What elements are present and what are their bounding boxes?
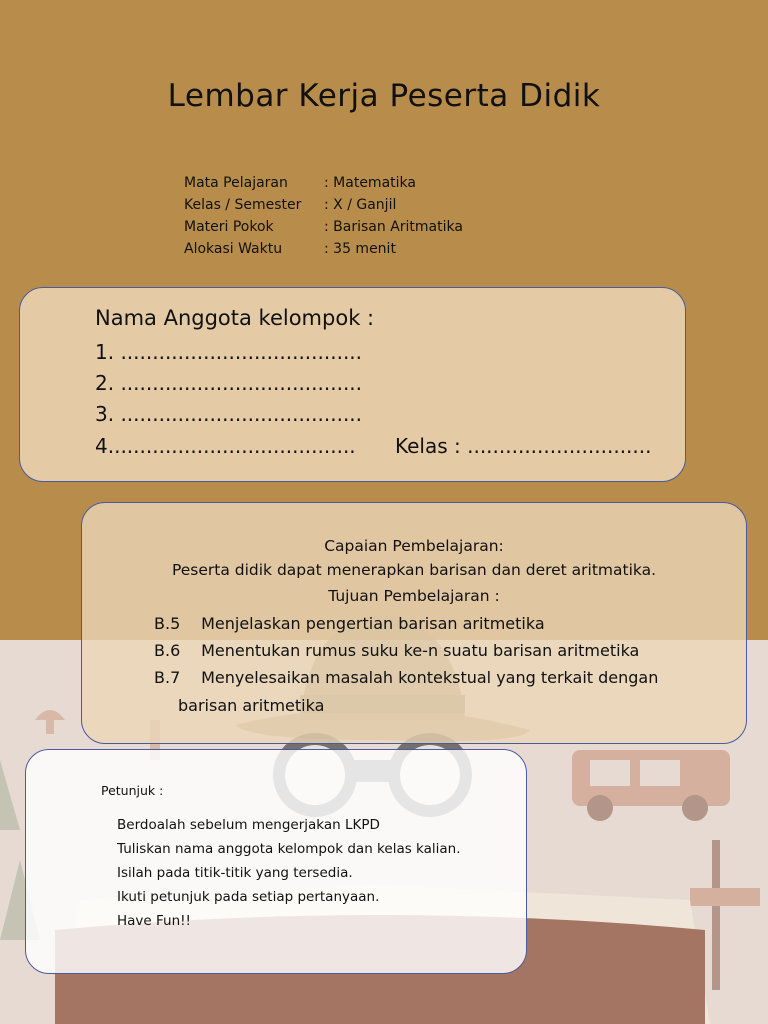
goal-code: B.5 (154, 614, 181, 633)
instruction-item: Have Fun!! (117, 913, 191, 929)
goal-code: B.6 (154, 641, 181, 660)
meta-row-subject (184, 172, 463, 194)
group-heading: Nama Anggota kelompok : (95, 306, 375, 330)
instruction-item: Berdoalah sebelum mengerjakan LKPD (117, 817, 380, 833)
meta-value: : 35 menit (324, 241, 396, 257)
instruction-item: Isilah pada titik-titik yang tersedia. (117, 865, 353, 881)
meta-label: Materi Pokok (184, 219, 274, 235)
goal-text: Menjelaskan pengertian barisan aritmetika (201, 614, 545, 633)
meta-row-class (184, 194, 463, 216)
tp-heading: Tujuan Pembelajaran : (328, 587, 500, 605)
meta-value: : Barisan Aritmatika (324, 219, 463, 235)
meta-value: : Matematika (324, 175, 416, 191)
meta-row-duration (184, 238, 463, 260)
car-illustration (572, 750, 730, 821)
instructions-panel (25, 749, 527, 974)
course-info (184, 172, 463, 260)
instructions-title: Petunjuk : (101, 783, 164, 798)
meta-row-topic (184, 216, 463, 238)
goal-item (154, 668, 658, 687)
group-members-panel (19, 287, 686, 482)
goal-text: Menentukan rumus suku ke-n suatu barisan aritmetika (201, 641, 640, 660)
meta-value: : X / Ganjil (324, 197, 397, 213)
meta-label: Alokasi Waktu (184, 241, 283, 257)
page-title: Lembar Kerja Peserta Didik (167, 78, 601, 114)
goal-text: Menyelesaikan masalah kontekstual yang terkait dengan (201, 668, 659, 687)
goal-item-continuation: barisan aritmetika (178, 696, 325, 715)
instruction-item: Tuliskan nama anggota kelompok dan kelas kalian. (117, 841, 461, 857)
instruction-item: Ikuti petunjuk pada setiap pertanyaan. (117, 889, 380, 905)
goal-item (154, 614, 545, 633)
member-line-4[interactable]: 4....................................... (95, 434, 356, 458)
cp-heading: Capaian Pembelajaran: (324, 537, 504, 555)
cp-text: Peserta didik dapat menerapkan barisan dan deret aritmatika. (171, 561, 657, 579)
goal-item (154, 641, 639, 660)
meta-label: Kelas / Semester (184, 197, 302, 213)
class-field[interactable]: Kelas : ............................. (395, 434, 652, 458)
member-line-1[interactable]: 1. ...................................... (95, 340, 363, 364)
goal-code: B.7 (154, 668, 181, 687)
member-line-2[interactable]: 2. ...................................... (95, 371, 363, 395)
member-line-3[interactable]: 3. ...................................... (95, 402, 363, 426)
learning-goals-panel (81, 502, 747, 744)
meta-label: Mata Pelajaran (184, 175, 288, 191)
